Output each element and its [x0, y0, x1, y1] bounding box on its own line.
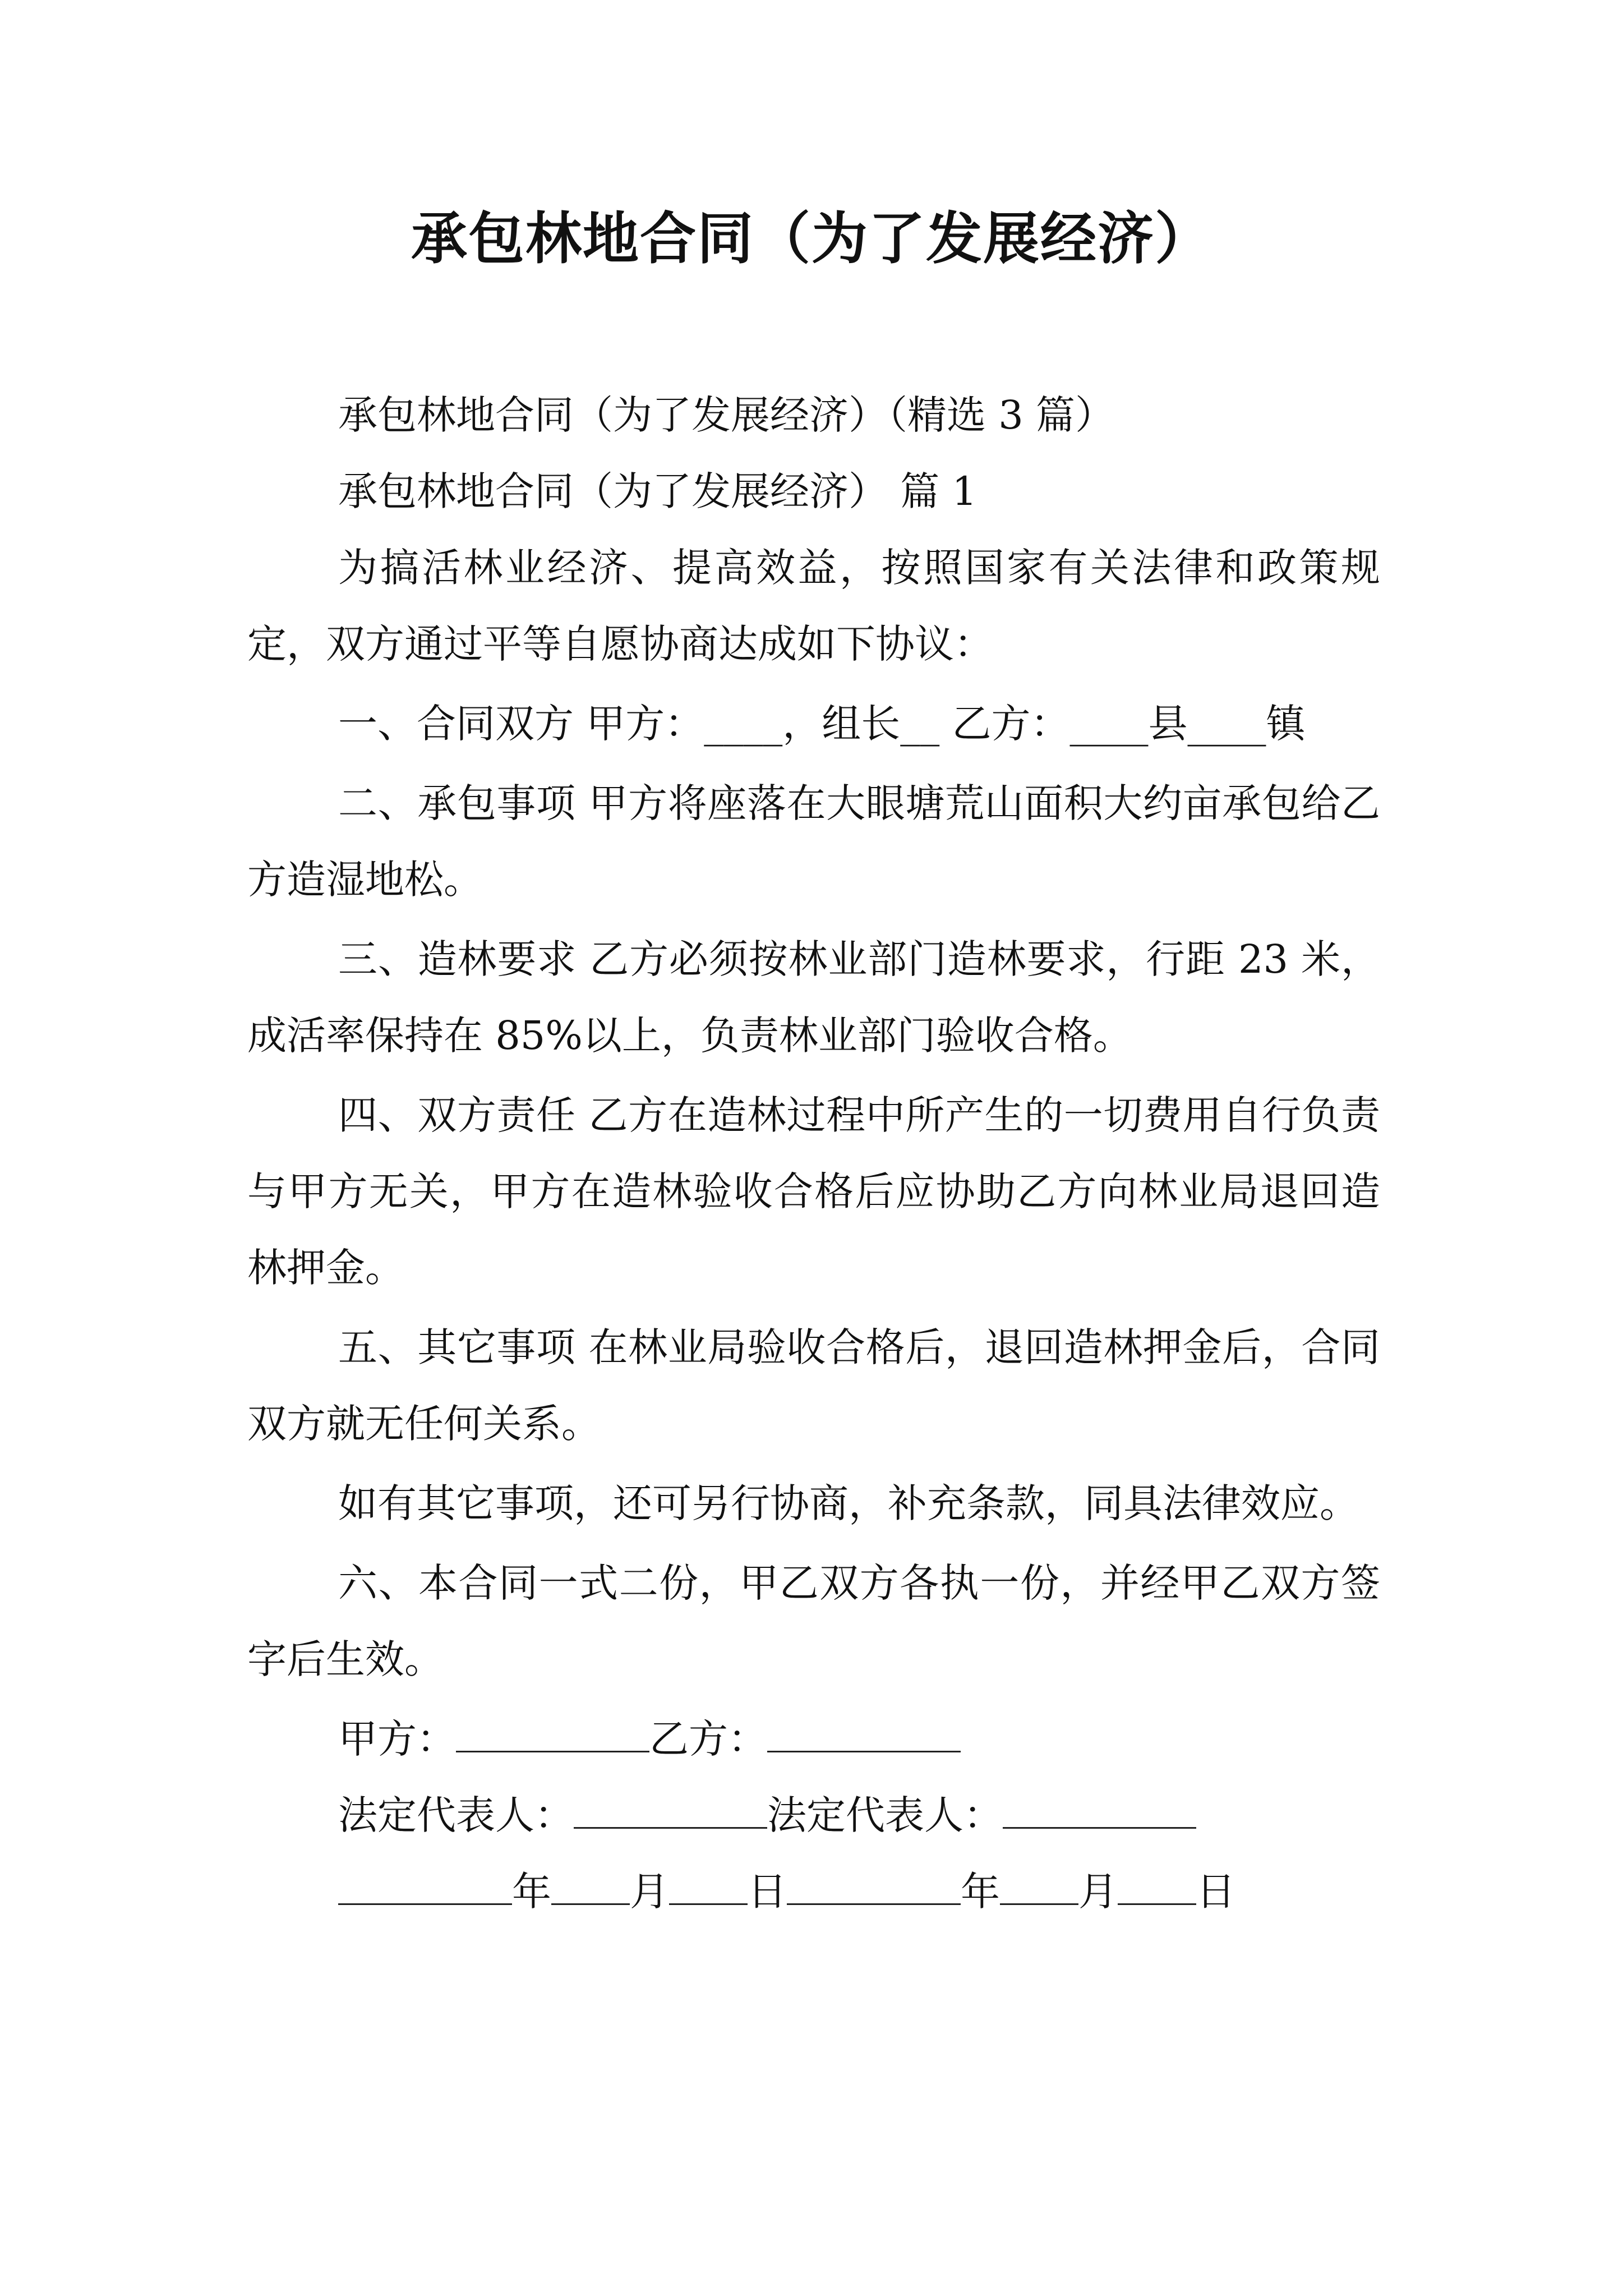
date-b-day-blank [1118, 1870, 1196, 1905]
date-a-day: 日 [748, 1869, 787, 1915]
date-a-year: 年 [512, 1869, 551, 1915]
paragraph-section-heading: 承包林地合同（为了发展经济） 篇 1 [338, 468, 978, 514]
paragraph-clause-6: 六、本合同一式二份，甲乙双方各执一份，并经甲乙双方签字后生效。 [247, 1560, 1380, 1682]
paragraph-clause-1: 一、合同双方 甲方：____，组长__ 乙方：____县____镇 [338, 701, 1306, 747]
date-a-year-blank [338, 1870, 512, 1905]
paragraph-subtitle: 承包林地合同（为了发展经济）（精选 3 篇） [338, 392, 1115, 438]
date-b-month-blank [1000, 1870, 1078, 1905]
rep-b-signature-blank [1003, 1793, 1196, 1829]
party-a-signature-blank [456, 1717, 649, 1752]
paragraph-clause-5: 五、其它事项 在林业局验收合格后，退回造林押金后，合同双方就无任何关系。 [247, 1324, 1380, 1447]
party-a-label: 甲方： [338, 1716, 456, 1762]
paragraph-clause-2: 二、承包事项 甲方将座落在大眼塘荒山面积大约亩承包给乙方造湿地松。 [247, 780, 1380, 903]
date-b-year: 年 [961, 1869, 1000, 1915]
paragraph-clause-4: 四、双方责任 乙方在造林过程中所产生的一切费用自行负责与甲方无关，甲方在造林验收合格后应协助乙方向林业局退回造林押金。 [247, 1092, 1380, 1291]
rep-a-label: 法定代表人： [338, 1792, 574, 1838]
date-a-month-blank [551, 1870, 630, 1905]
paragraph-clause-3: 三、造林要求 乙方必须按林业部门造林要求，行距 23 米，成活率保持在 85%以上，负责林业部门验收合格。 [247, 936, 1380, 1059]
paragraph-other-matters: 如有其它事项，还可另行协商，补充条款，同具法律效应。 [338, 1480, 1359, 1526]
date-b-day: 日 [1196, 1869, 1235, 1915]
party-b-label: 乙方： [649, 1716, 767, 1762]
rep-b-label: 法定代表人： [767, 1792, 1003, 1838]
signature-date-line [247, 1853, 1380, 1930]
document-body [247, 377, 1380, 1930]
date-a-month: 月 [630, 1869, 669, 1915]
date-b-year-blank [787, 1870, 961, 1905]
date-b-month: 月 [1078, 1869, 1118, 1915]
party-b-signature-blank [767, 1717, 961, 1752]
date-a-day-blank [669, 1870, 748, 1905]
paragraph-intro: 为搞活林业经济、提高效益，按照国家有关法律和政策规定，双方通过平等自愿协商达成如下协议： [247, 545, 1380, 667]
rep-a-signature-blank [574, 1793, 767, 1829]
signature-representatives-line [247, 1777, 1380, 1853]
document-title: 承包林地合同（为了发展经济） [411, 205, 1212, 272]
signature-parties-line [247, 1701, 1380, 1777]
